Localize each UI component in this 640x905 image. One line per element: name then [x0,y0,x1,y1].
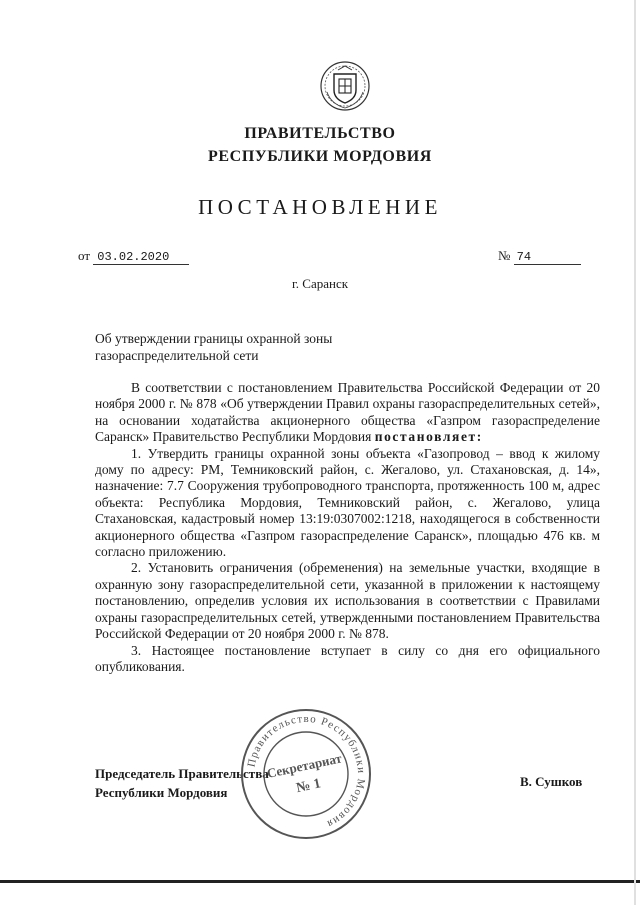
scan-bottom-edge [0,880,640,883]
stamp-center-line1: Секретариат [265,750,344,781]
date-value: 03.02.2020 [93,250,189,265]
document-body [95,380,600,675]
stamp-ring-text: Правительство Республики Мордовия [245,712,368,831]
official-stamp [236,704,376,844]
number-prefix: № [498,248,511,263]
stamp-center-line2: № 1 [295,776,323,797]
document-subject: Об утверждении границы охранной зоны газораспределительной сети [95,331,333,363]
government-title-line2: РЕСПУБЛИКИ МОРДОВИЯ [208,148,432,165]
resolves-word: постановляет: [374,429,483,445]
item-1-paragraph: 1. Утвердить границы охранной зоны объекта «Газопровод – ввод к жилому дому по адресу: РМ, Темниковский район, с. Жегалово, ул. Стахановская, д. 14», назначение: 7.7 Сооружения трубопроводного транспорта, протяженность 100 м, адрес объекта: Республика Мордовия, Темниковский район, с. Жегалово, улица Стахановская, кадастровый номер 13:19:0307002:1218, находящегося в собственности акционерного общества «Газпром газораспределение Саранск», площадью 476 кв. м согласно приложению. [95,445,600,560]
document-date [78,248,189,265]
government-title-line1: ПРАВИТЕЛЬСТВО [244,125,396,142]
signatory-position-line1: Председатель Правительства [95,766,269,781]
item-3-paragraph: 3. Настоящее постановление вступает в силу со дня его официального опубликования. [95,642,600,674]
intro-text: В соответствии с постановлением Правительства Российской Федерации от 20 ноября 2000 г. № 878 «Об утверждении Правил охраны газораспределительных сетей», на основании ходатайства акционерного общества «Газпром газораспределение Саранск» Правительство Республики Мордовия [95,380,600,445]
document-type-title: ПОСТАНОВЛЕНИЕ [198,195,442,219]
signatory-position-line2: Республики Мордовия [95,785,228,800]
document-number [498,248,581,265]
scan-right-edge [634,0,636,905]
city-label: г. Саранск [291,276,349,291]
signatory-name: В. Сушков [520,774,583,789]
number-value: 74 [514,250,581,265]
intro-paragraph [95,380,600,446]
coat-of-arms-emblem [319,60,371,112]
date-prefix: от [78,248,91,263]
item-2-paragraph: 2. Установить ограничения (обременения) на земельные участки, входящие в охранную зону газораспределительной сети, указанной в приложении к настоящему постановлению, определив условия их использования в соответствии с Правилами охраны газораспределительных сетей, утвержденными постановлением Правительства Российской Федерации от 20 ноября 2000 г. № 878. [95,560,600,642]
